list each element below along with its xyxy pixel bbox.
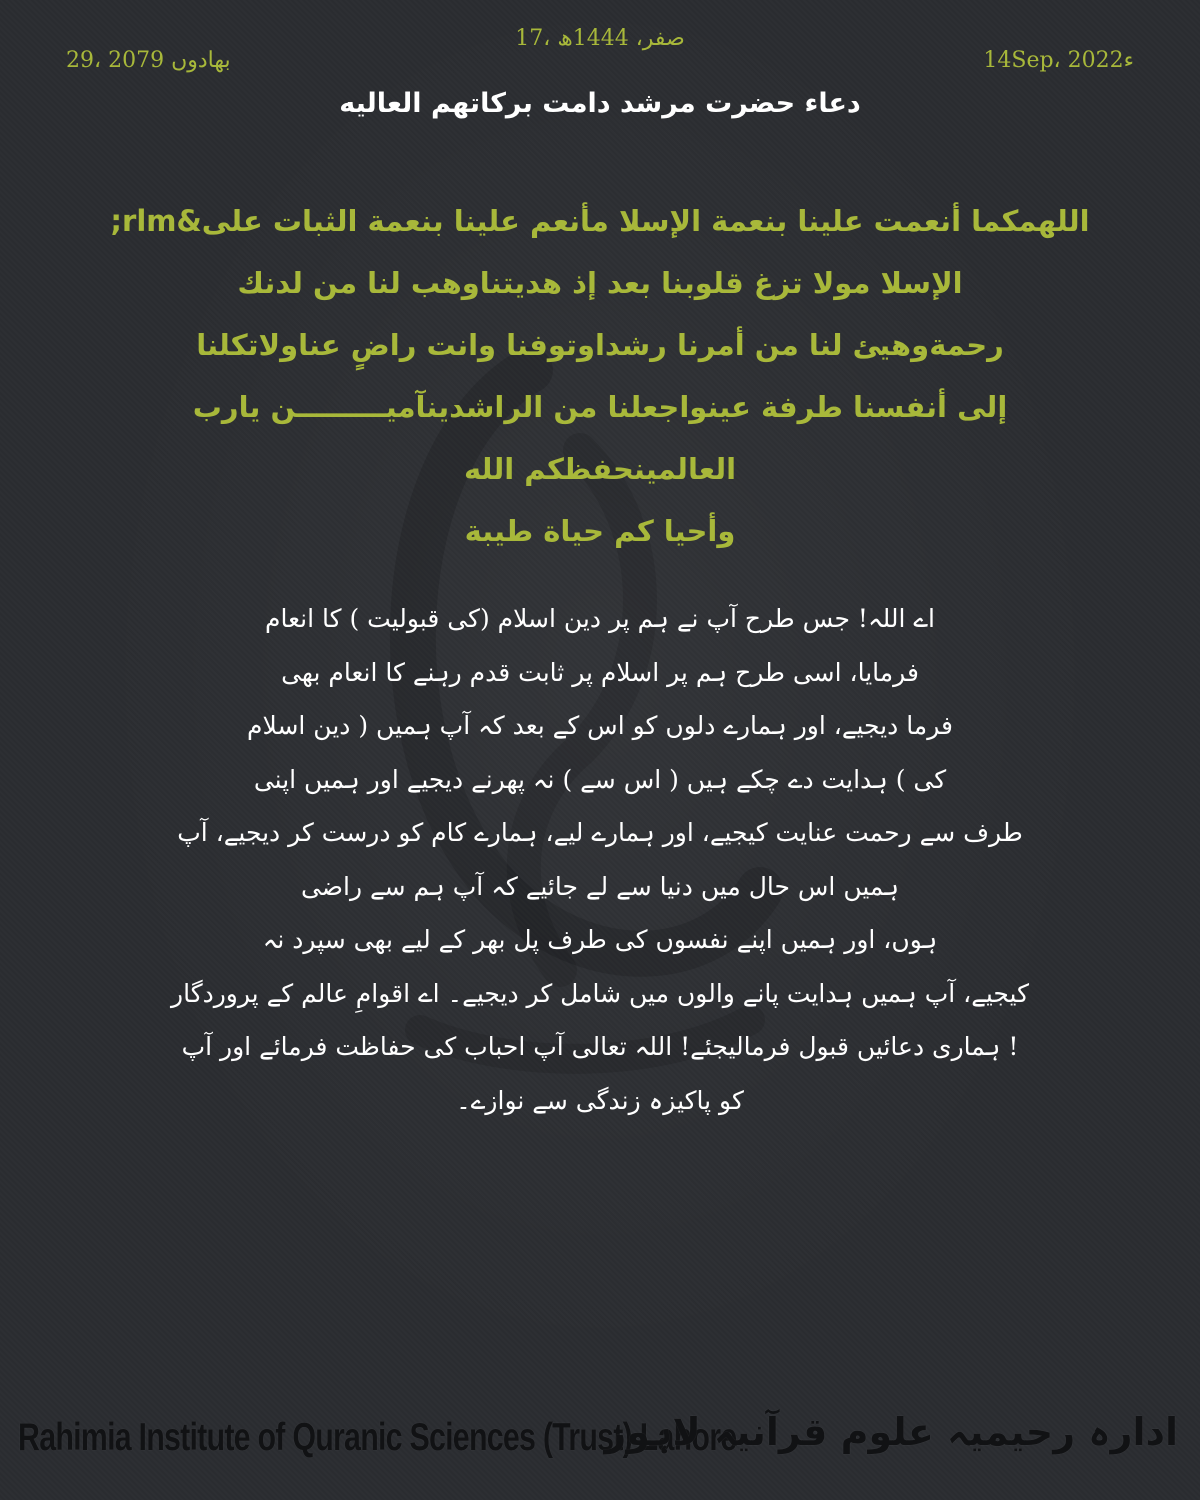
arabic-dua-line: رحمةوهیئ لنا من أمرنا رشداوتوفنا وانت راضٍ عناولاتکلنا bbox=[196, 328, 1004, 362]
arabic-dua-line: الإسلا مولا تزغ قلوبنا بعد إذ هدیتناوهب لنا من لدنك bbox=[237, 266, 963, 300]
page-title: دعاء حضرت مرشد دامت برکاتهم العالیه bbox=[339, 88, 861, 119]
arabic-dua bbox=[90, 190, 1110, 562]
bikrami-date: 29، بھادوں 2079 bbox=[66, 48, 231, 73]
urdu-translation-line: اے اللہ! جس طرح آپ نے ہم پر دین اسلام (کی قبولیت ) کا انعام bbox=[264, 604, 936, 633]
institute-logo: ادارہ رحیمیہ علوم قرآنیہ لاہور bbox=[604, 1410, 1178, 1454]
arabic-dua-line: وأحیا کم حیاة طیبة bbox=[464, 514, 736, 548]
institute-name: Rahimia Institute of Quranic Sciences (Trust) Lahore bbox=[18, 1416, 737, 1459]
urdu-translation-line: کو پاکیزہ زندگی سے نوازے۔ bbox=[456, 1085, 744, 1115]
arabic-dua-line: إلی أنفسنا طرفة عینواجعلنا من الراشدینآمیـــــــــن یارب العالمینحفظکم الله bbox=[192, 390, 1008, 486]
urdu-translation-line: طرف سے رحمت عنایت کیجیے، اور ہمارے لیے، ہمارے کام کو درست کر دیجیے، آپ bbox=[177, 818, 1023, 847]
urdu-translation-line: کی ) ہدایت دے چکے ہیں ( اس سے ) نہ پھرنے دیجیے اور ہمیں اپنی bbox=[253, 764, 947, 794]
gregorian-date: 14Sep، 2022ء bbox=[983, 48, 1134, 73]
arabic-dua-line: اللهمکما أنعمت علینا بنعمة الإسلا مأنعم علینا بنعمة الثبات علی&rlm; bbox=[110, 204, 1090, 238]
urdu-translation-line: فرما دیجیے، اور ہمارے دلوں کو اس کے بعد کہ آپ ہمیں ( دین اسلام bbox=[247, 711, 953, 740]
hijri-date: 17، صفر، 1444ھ bbox=[515, 26, 685, 51]
urdu-translation-line: ہمیں اس حال میں دنیا سے لے جائیے کہ آپ ہم سے راضی bbox=[300, 871, 900, 901]
urdu-translation-line: ! ہماری دعائیں قبول فرمالیجئے! اللہ تعالی آپ احباب کی حفاظت فرمائے اور آپ bbox=[181, 1032, 1019, 1061]
urdu-translation-line: کیجیے، آپ ہمیں ہدایت پانے والوں میں شامل کر دیجیے۔ اے اقوامِ عالم کے پروردگار bbox=[171, 978, 1029, 1008]
urdu-translation bbox=[130, 592, 1070, 1127]
urdu-translation-line: فرمایا، اسی طرح ہم پر اسلام پر ثابت قدم رہنے کا انعام بھی bbox=[281, 657, 919, 687]
footer bbox=[0, 1410, 1200, 1480]
urdu-translation-line: ہوں، اور ہمیں اپنے نفسوں کی طرف پل بھر کے لیے بھی سپرد نہ bbox=[262, 925, 938, 954]
